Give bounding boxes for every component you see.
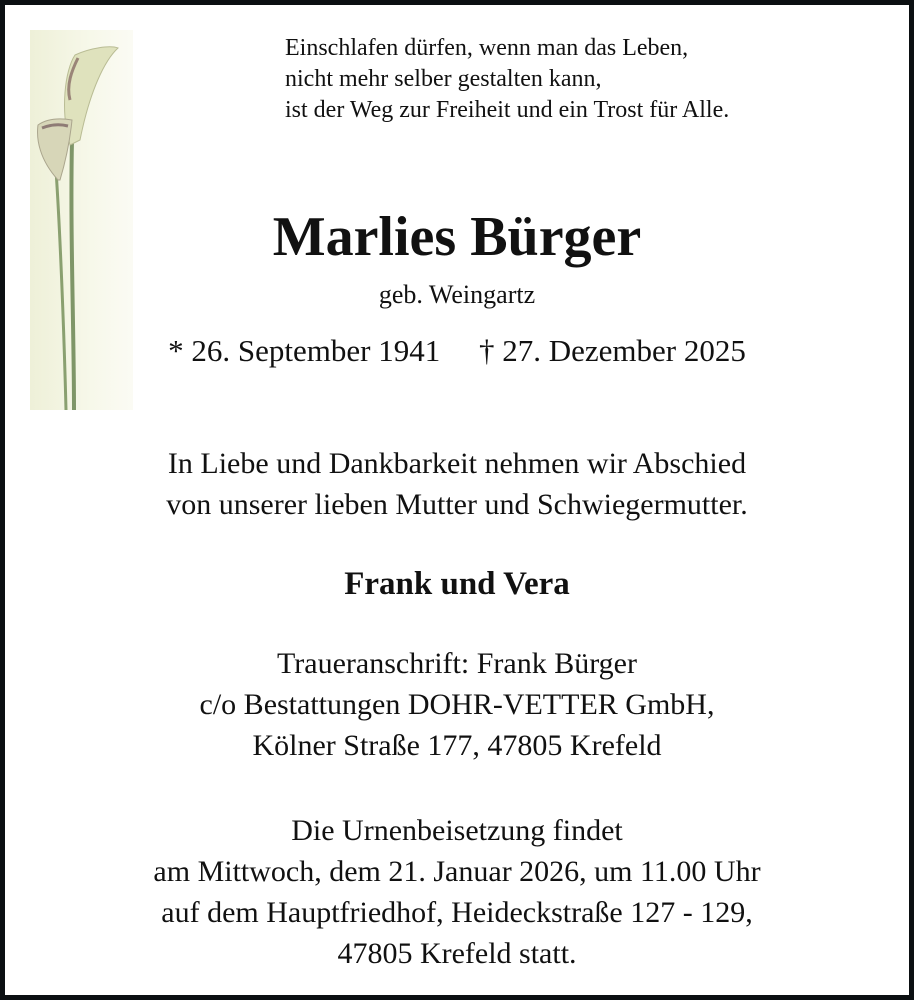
address-line: c/o Bestattungen DOHR-VETTER GmbH, (199, 688, 715, 721)
motto-line: nicht mehr selber gestalten kann, (285, 66, 602, 92)
burial-line: Die Urnenbeisetzung findet (291, 814, 623, 847)
farewell-line: von unserer lieben Mutter und Schwiegermutter. (166, 488, 748, 521)
motto-verse (285, 33, 729, 126)
burial-line: auf dem Hauptfriedhof, Heideckstraße 127 - 129, (161, 896, 753, 929)
mourners: Frank und Vera (344, 566, 570, 602)
address-line: Traueranschrift: Frank Bürger (277, 647, 637, 680)
farewell-line: In Liebe und Dankbarkeit nehmen wir Abschied (167, 447, 747, 480)
deceased-name: Marlies Bürger (272, 206, 642, 268)
life-dates (0, 333, 914, 369)
burial-line: am Mittwoch, dem 21. Januar 2026, um 11.00 Uhr (153, 855, 761, 888)
birth-name: geb. Weingartz (378, 280, 536, 309)
address-line: Kölner Straße 177, 47805 Krefeld (252, 729, 662, 762)
motto-line: Einschlafen dürfen, wenn man das Leben, (285, 35, 689, 61)
burial-line: 47805 Krefeld statt. (337, 937, 577, 970)
birth-date: * 26. September 1941 (168, 333, 441, 368)
death-date: † 27. Dezember 2025 (478, 333, 746, 368)
motto-line: ist der Weg zur Freiheit und ein Trost für Alle. (285, 97, 730, 123)
